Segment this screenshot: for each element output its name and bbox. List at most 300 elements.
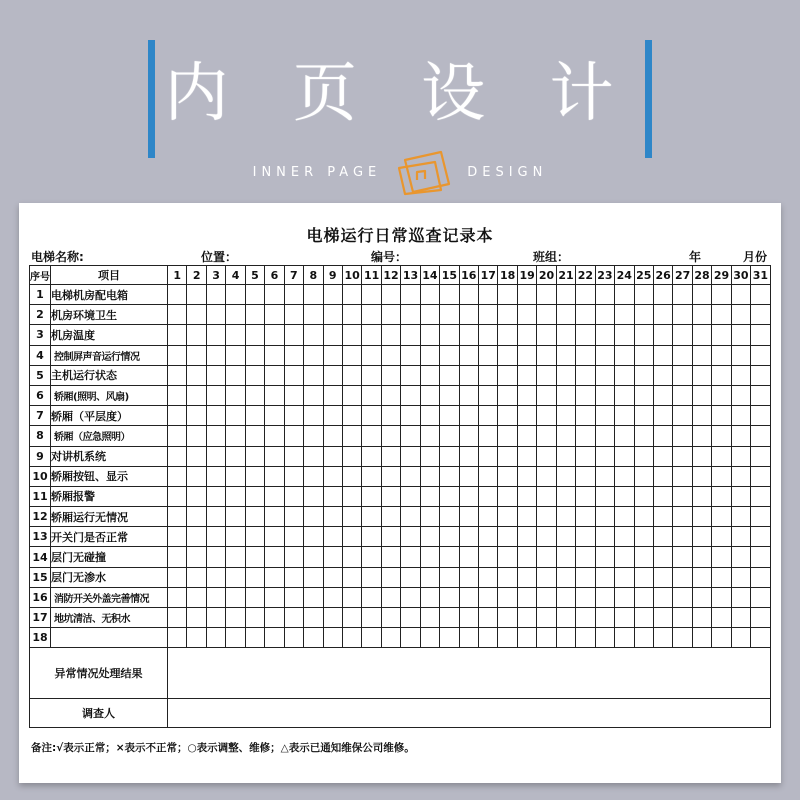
check-cell[interactable] [206,305,225,325]
check-cell[interactable] [459,608,478,628]
check-cell[interactable] [342,446,361,466]
check-cell[interactable] [168,608,187,628]
check-cell[interactable] [420,345,439,365]
check-cell[interactable] [731,547,750,567]
check-cell[interactable] [420,608,439,628]
check-cell[interactable] [401,426,420,446]
check-cell[interactable] [284,426,303,446]
check-cell[interactable] [401,305,420,325]
check-cell[interactable] [517,325,536,345]
check-cell[interactable] [517,527,536,547]
check-cell[interactable] [634,345,653,365]
check-cell[interactable] [498,547,517,567]
check-cell[interactable] [323,507,342,527]
check-cell[interactable] [265,345,284,365]
check-cell[interactable] [206,466,225,486]
check-cell[interactable] [653,486,672,506]
check-cell[interactable] [168,547,187,567]
check-cell[interactable] [304,406,323,426]
check-cell[interactable] [712,567,731,587]
check-cell[interactable] [517,385,536,405]
check-cell[interactable] [381,345,400,365]
check-cell[interactable] [615,325,634,345]
check-cell[interactable] [420,446,439,466]
check-cell[interactable] [362,486,381,506]
check-cell[interactable] [673,446,692,466]
check-cell[interactable] [245,608,264,628]
check-cell[interactable] [420,305,439,325]
check-cell[interactable] [265,567,284,587]
check-cell[interactable] [226,325,245,345]
check-cell[interactable] [673,305,692,325]
check-cell[interactable] [459,486,478,506]
check-cell[interactable] [751,608,770,628]
check-cell[interactable] [206,385,225,405]
check-cell[interactable] [265,547,284,567]
check-cell[interactable] [440,446,459,466]
check-cell[interactable] [615,285,634,305]
check-cell[interactable] [673,385,692,405]
check-cell[interactable] [692,527,711,547]
check-cell[interactable] [284,628,303,648]
check-cell[interactable] [615,385,634,405]
check-cell[interactable] [576,486,595,506]
check-cell[interactable] [168,426,187,446]
check-cell[interactable] [556,365,575,385]
check-cell[interactable] [576,547,595,567]
check-cell[interactable] [323,305,342,325]
check-cell[interactable] [245,446,264,466]
check-cell[interactable] [284,608,303,628]
check-cell[interactable] [498,446,517,466]
check-cell[interactable] [187,507,206,527]
check-cell[interactable] [265,365,284,385]
check-cell[interactable] [479,305,498,325]
check-cell[interactable] [479,345,498,365]
check-cell[interactable] [304,305,323,325]
check-cell[interactable] [206,527,225,547]
check-cell[interactable] [653,567,672,587]
check-cell[interactable] [556,446,575,466]
check-cell[interactable] [420,426,439,446]
check-cell[interactable] [498,325,517,345]
check-cell[interactable] [206,365,225,385]
check-cell[interactable] [245,305,264,325]
check-cell[interactable] [653,507,672,527]
check-cell[interactable] [245,365,264,385]
check-cell[interactable] [206,547,225,567]
check-cell[interactable] [653,446,672,466]
check-cell[interactable] [420,567,439,587]
check-cell[interactable] [653,466,672,486]
check-cell[interactable] [595,345,614,365]
check-cell[interactable] [673,587,692,607]
check-cell[interactable] [265,466,284,486]
check-cell[interactable] [381,446,400,466]
check-cell[interactable] [304,567,323,587]
check-cell[interactable] [362,426,381,446]
check-cell[interactable] [731,385,750,405]
check-cell[interactable] [342,527,361,547]
check-cell[interactable] [401,608,420,628]
check-cell[interactable] [673,628,692,648]
check-cell[interactable] [420,325,439,345]
check-cell[interactable] [615,587,634,607]
check-cell[interactable] [381,285,400,305]
check-cell[interactable] [226,305,245,325]
check-cell[interactable] [556,305,575,325]
check-cell[interactable] [692,587,711,607]
check-cell[interactable] [634,365,653,385]
check-cell[interactable] [206,325,225,345]
check-cell[interactable] [751,385,770,405]
check-cell[interactable] [731,365,750,385]
check-cell[interactable] [712,507,731,527]
check-cell[interactable] [420,365,439,385]
check-cell[interactable] [206,406,225,426]
check-cell[interactable] [673,406,692,426]
check-cell[interactable] [362,587,381,607]
check-cell[interactable] [323,446,342,466]
check-cell[interactable] [381,406,400,426]
check-cell[interactable] [692,385,711,405]
check-cell[interactable] [576,466,595,486]
check-cell[interactable] [381,385,400,405]
check-cell[interactable] [517,628,536,648]
check-cell[interactable] [517,406,536,426]
check-cell[interactable] [440,466,459,486]
check-cell[interactable] [556,466,575,486]
check-cell[interactable] [362,527,381,547]
check-cell[interactable] [342,567,361,587]
check-cell[interactable] [304,547,323,567]
check-cell[interactable] [362,446,381,466]
check-cell[interactable] [323,406,342,426]
check-cell[interactable] [498,385,517,405]
check-cell[interactable] [751,305,770,325]
check-cell[interactable] [634,486,653,506]
check-cell[interactable] [712,628,731,648]
check-cell[interactable] [168,486,187,506]
check-cell[interactable] [362,345,381,365]
check-cell[interactable] [751,325,770,345]
check-cell[interactable] [615,486,634,506]
check-cell[interactable] [323,547,342,567]
check-cell[interactable] [692,426,711,446]
check-cell[interactable] [712,305,731,325]
check-cell[interactable] [556,406,575,426]
check-cell[interactable] [342,325,361,345]
check-cell[interactable] [615,466,634,486]
check-cell[interactable] [168,345,187,365]
check-cell[interactable] [420,527,439,547]
check-cell[interactable] [653,365,672,385]
check-cell[interactable] [245,486,264,506]
check-cell[interactable] [168,466,187,486]
check-cell[interactable] [537,406,556,426]
check-cell[interactable] [401,345,420,365]
check-cell[interactable] [712,426,731,446]
check-cell[interactable] [342,285,361,305]
check-cell[interactable] [284,365,303,385]
check-cell[interactable] [206,608,225,628]
check-cell[interactable] [731,486,750,506]
check-cell[interactable] [479,628,498,648]
check-cell[interactable] [168,507,187,527]
check-cell[interactable] [323,486,342,506]
check-cell[interactable] [206,285,225,305]
check-cell[interactable] [751,285,770,305]
check-cell[interactable] [459,406,478,426]
check-cell[interactable] [653,325,672,345]
check-cell[interactable] [634,285,653,305]
check-cell[interactable] [440,385,459,405]
check-cell[interactable] [440,345,459,365]
check-cell[interactable] [615,305,634,325]
check-cell[interactable] [731,507,750,527]
check-cell[interactable] [226,527,245,547]
check-cell[interactable] [731,527,750,547]
check-cell[interactable] [187,325,206,345]
check-cell[interactable] [265,426,284,446]
check-cell[interactable] [498,608,517,628]
check-cell[interactable] [420,507,439,527]
check-cell[interactable] [323,285,342,305]
check-cell[interactable] [323,587,342,607]
check-cell[interactable] [226,365,245,385]
check-cell[interactable] [440,406,459,426]
check-cell[interactable] [595,587,614,607]
check-cell[interactable] [381,628,400,648]
check-cell[interactable] [595,365,614,385]
check-cell[interactable] [245,325,264,345]
check-cell[interactable] [673,426,692,446]
check-cell[interactable] [595,305,614,325]
check-cell[interactable] [673,325,692,345]
check-cell[interactable] [556,507,575,527]
check-cell[interactable] [187,446,206,466]
check-cell[interactable] [284,406,303,426]
check-cell[interactable] [206,567,225,587]
check-cell[interactable] [304,426,323,446]
check-cell[interactable] [265,587,284,607]
check-cell[interactable] [362,285,381,305]
check-cell[interactable] [440,486,459,506]
check-cell[interactable] [342,406,361,426]
check-cell[interactable] [342,345,361,365]
check-cell[interactable] [692,345,711,365]
check-cell[interactable] [731,466,750,486]
check-cell[interactable] [187,305,206,325]
check-cell[interactable] [556,325,575,345]
check-cell[interactable] [615,507,634,527]
check-cell[interactable] [712,547,731,567]
check-cell[interactable] [362,406,381,426]
check-cell[interactable] [187,406,206,426]
check-cell[interactable] [226,406,245,426]
check-cell[interactable] [440,608,459,628]
check-cell[interactable] [187,365,206,385]
check-cell[interactable] [595,547,614,567]
check-cell[interactable] [459,628,478,648]
check-cell[interactable] [692,305,711,325]
check-cell[interactable] [653,608,672,628]
check-cell[interactable] [556,426,575,446]
investigator-field[interactable] [168,699,771,728]
check-cell[interactable] [615,406,634,426]
check-cell[interactable] [459,285,478,305]
check-cell[interactable] [206,486,225,506]
check-cell[interactable] [420,285,439,305]
check-cell[interactable] [556,547,575,567]
check-cell[interactable] [381,486,400,506]
check-cell[interactable] [556,285,575,305]
check-cell[interactable] [712,486,731,506]
check-cell[interactable] [304,325,323,345]
check-cell[interactable] [673,345,692,365]
check-cell[interactable] [576,345,595,365]
check-cell[interactable] [206,345,225,365]
check-cell[interactable] [731,446,750,466]
check-cell[interactable] [673,567,692,587]
check-cell[interactable] [731,608,750,628]
check-cell[interactable] [634,628,653,648]
check-cell[interactable] [168,527,187,547]
check-cell[interactable] [673,486,692,506]
check-cell[interactable] [479,385,498,405]
check-cell[interactable] [537,345,556,365]
abnormal-result-field[interactable] [168,648,771,699]
check-cell[interactable] [187,285,206,305]
check-cell[interactable] [459,365,478,385]
check-cell[interactable] [284,547,303,567]
check-cell[interactable] [206,446,225,466]
check-cell[interactable] [265,527,284,547]
check-cell[interactable] [498,285,517,305]
check-cell[interactable] [731,406,750,426]
check-cell[interactable] [731,305,750,325]
check-cell[interactable] [265,486,284,506]
check-cell[interactable] [517,285,536,305]
check-cell[interactable] [459,426,478,446]
check-cell[interactable] [479,406,498,426]
check-cell[interactable] [498,486,517,506]
check-cell[interactable] [245,426,264,446]
check-cell[interactable] [459,466,478,486]
check-cell[interactable] [245,466,264,486]
check-cell[interactable] [245,285,264,305]
check-cell[interactable] [537,507,556,527]
check-cell[interactable] [342,385,361,405]
check-cell[interactable] [245,527,264,547]
check-cell[interactable] [673,285,692,305]
check-cell[interactable] [381,325,400,345]
check-cell[interactable] [556,628,575,648]
check-cell[interactable] [692,547,711,567]
check-cell[interactable] [653,426,672,446]
check-cell[interactable] [751,345,770,365]
check-cell[interactable] [537,608,556,628]
check-cell[interactable] [595,527,614,547]
check-cell[interactable] [420,406,439,426]
check-cell[interactable] [692,446,711,466]
check-cell[interactable] [323,628,342,648]
check-cell[interactable] [459,345,478,365]
check-cell[interactable] [284,486,303,506]
check-cell[interactable] [731,426,750,446]
check-cell[interactable] [615,426,634,446]
check-cell[interactable] [634,608,653,628]
check-cell[interactable] [517,567,536,587]
check-cell[interactable] [168,406,187,426]
check-cell[interactable] [342,547,361,567]
check-cell[interactable] [595,406,614,426]
check-cell[interactable] [517,446,536,466]
check-cell[interactable] [459,446,478,466]
check-cell[interactable] [304,285,323,305]
check-cell[interactable] [731,567,750,587]
check-cell[interactable] [323,426,342,446]
check-cell[interactable] [187,426,206,446]
check-cell[interactable] [576,365,595,385]
check-cell[interactable] [265,385,284,405]
check-cell[interactable] [226,567,245,587]
check-cell[interactable] [362,325,381,345]
check-cell[interactable] [653,547,672,567]
check-cell[interactable] [576,587,595,607]
check-cell[interactable] [362,628,381,648]
check-cell[interactable] [537,466,556,486]
check-cell[interactable] [168,305,187,325]
check-cell[interactable] [304,486,323,506]
check-cell[interactable] [342,426,361,446]
check-cell[interactable] [556,608,575,628]
check-cell[interactable] [498,567,517,587]
check-cell[interactable] [342,628,361,648]
check-cell[interactable] [226,385,245,405]
check-cell[interactable] [615,628,634,648]
check-cell[interactable] [323,527,342,547]
check-cell[interactable] [362,385,381,405]
check-cell[interactable] [634,587,653,607]
check-cell[interactable] [556,486,575,506]
check-cell[interactable] [556,567,575,587]
check-cell[interactable] [226,587,245,607]
check-cell[interactable] [615,527,634,547]
check-cell[interactable] [265,446,284,466]
check-cell[interactable] [226,285,245,305]
check-cell[interactable] [556,345,575,365]
check-cell[interactable] [284,507,303,527]
check-cell[interactable] [284,567,303,587]
check-cell[interactable] [595,285,614,305]
check-cell[interactable] [226,486,245,506]
check-cell[interactable] [401,547,420,567]
check-cell[interactable] [226,507,245,527]
check-cell[interactable] [595,486,614,506]
check-cell[interactable] [401,507,420,527]
check-cell[interactable] [595,466,614,486]
check-cell[interactable] [440,325,459,345]
check-cell[interactable] [498,507,517,527]
check-cell[interactable] [731,628,750,648]
check-cell[interactable] [653,406,672,426]
check-cell[interactable] [362,305,381,325]
check-cell[interactable] [576,507,595,527]
check-cell[interactable] [362,547,381,567]
check-cell[interactable] [342,466,361,486]
check-cell[interactable] [556,385,575,405]
